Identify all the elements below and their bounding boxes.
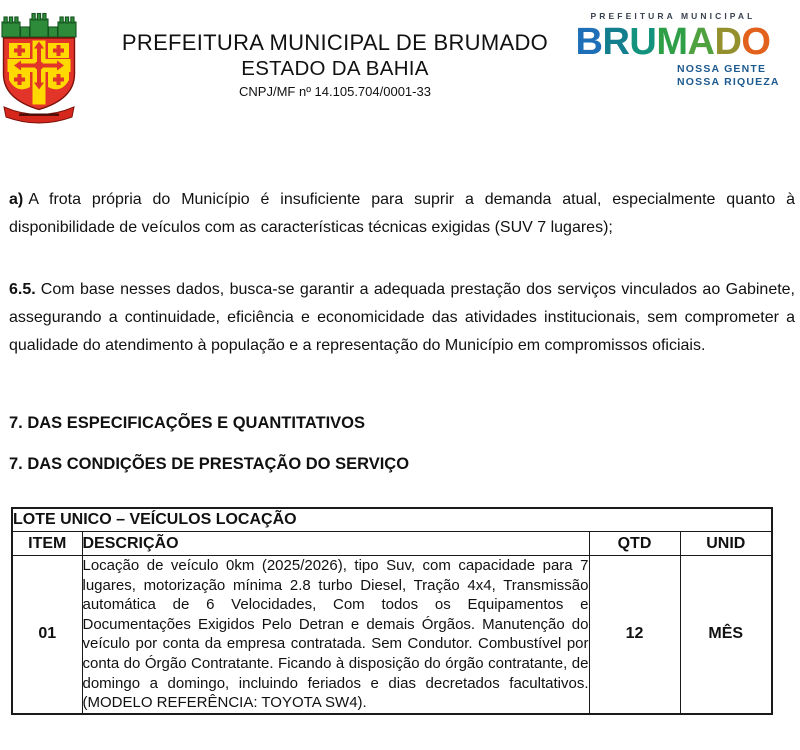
- logo-letter: R: [602, 21, 630, 63]
- paragraph-a: [9, 186, 795, 242]
- section-heading-condicoes: 7. DAS CONDIÇÕES DE PRESTAÇÃO DO SERVIÇO: [9, 455, 410, 473]
- logo-letter: O: [741, 21, 771, 63]
- table-row: [12, 556, 772, 714]
- logo-tagline-2: NOSSA RIQUEZA: [677, 76, 780, 88]
- table-caption: LOTE UNICO – VEÍCULOS LOCAÇÃO: [12, 508, 772, 532]
- row-unid: MÊS: [680, 556, 772, 714]
- paragraph-6-5-text: Com base nesses dados, busca-se garantir a adequada prestação dos serviços vinculados ao Gabinete, assegurando a continuidade, eficiência e economicidade das atividades institucionais, sem comprometer a qualidade do atendimento à população e a representação do Município em compromissos oficiais.: [9, 281, 795, 354]
- logo-letter: U: [629, 21, 657, 63]
- coat-of-arms-image: [1, 12, 77, 126]
- row-qtd: 12: [589, 556, 680, 714]
- paragraph-a-text: A frota própria do Município é insuficiente para suprir a demanda atual, especialmente quanto à disponibilidade de veículos com as características técnicas exigidas (SUV 7 lugares);: [9, 191, 795, 236]
- logo-letter: M: [656, 21, 688, 63]
- logo-letter: A: [687, 21, 715, 63]
- org-state: ESTADO DA BAHIA: [241, 57, 429, 80]
- paragraph-a-label: a): [9, 191, 24, 208]
- paragraph-6-5-label: 6.5.: [9, 281, 36, 298]
- logo-letter: B: [575, 21, 603, 63]
- lote-table: [11, 507, 773, 715]
- table-caption-row: [12, 508, 772, 532]
- column-header-descricao: DESCRIÇÃO: [82, 532, 589, 556]
- org-cnpj: CNPJ/MF nº 14.105.704/0001-33: [239, 84, 431, 99]
- section-heading-especificacoes: 7. DAS ESPECIFICAÇÕES E QUANTITATIVOS: [9, 414, 366, 432]
- logo-tagline-1: NOSSA GENTE: [677, 63, 767, 75]
- paragraph-6-5: [9, 276, 795, 360]
- logo-taglines: [677, 63, 789, 89]
- column-header-qtd: QTD: [589, 532, 680, 556]
- column-header-item: ITEM: [12, 532, 82, 556]
- logo-wordmark: [557, 22, 789, 62]
- municipal-coat-of-arms: [1, 12, 77, 126]
- logo-letter: D: [714, 21, 742, 63]
- row-descricao: Locação de veículo 0km (2025/2026), tipo Suv, com capacidade para 7 lugares, motorização mínima 2.8 turbo Diesel, Tração 4x4, Transmissão automática de 6 Velocidades, Com todos os Equipamentos e Documentações Exigidos Pelo Detran e demais Órgãos. Manutenção do veículo por conta da empresa contratada. Sem Condutor. Combustível por conta do Órgão Contratante. Ficando à disposição do órgão contratante, de domingo a domingo, incluindo feriados e dias decretados facultativos. (MODELO REFERÊNCIA: TOYOTA SW4).: [82, 556, 589, 714]
- org-name: PREFEITURA MUNICIPAL DE BRUMADO: [121, 30, 549, 55]
- table-header-row: [12, 532, 772, 556]
- header-title-block: [85, 30, 585, 100]
- column-header-unid: UNID: [680, 532, 772, 556]
- logo-top-line: PREFEITURA MUNICIPAL: [590, 11, 756, 21]
- row-item-number: 01: [12, 556, 82, 714]
- brumado-logo: [557, 11, 789, 89]
